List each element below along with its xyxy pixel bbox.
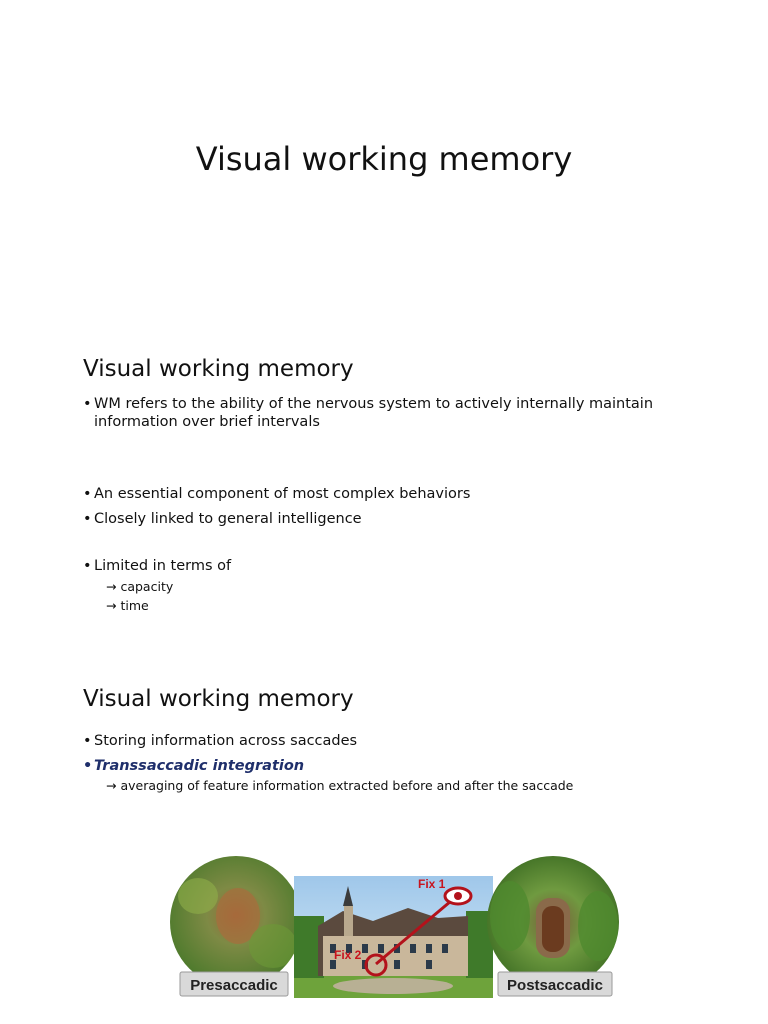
arrow-icon: → <box>106 778 117 793</box>
bullet-continuation: information over brief intervals <box>94 414 320 430</box>
arrow-icon: → <box>106 579 117 594</box>
slide3-subitem-1 <box>106 777 573 795</box>
bullet-marker: • <box>83 486 92 502</box>
subitem-text: capacity <box>120 579 174 594</box>
slide3-bullet-1 <box>83 732 683 750</box>
postsaccadic-label: Postsaccadic <box>507 977 603 994</box>
slide2-subitem-1 <box>106 578 173 596</box>
bullet-text: Transsaccadic integration <box>94 758 305 774</box>
fix1-label: Fix 1 <box>418 877 446 891</box>
saccade-figure <box>168 856 622 1002</box>
presaccadic-label-box <box>180 972 288 996</box>
slide2-bullet-3 <box>83 510 683 528</box>
bullet-text: An essential component of most complex behaviors <box>94 486 471 502</box>
arrow-icon: → <box>106 598 117 613</box>
slide1-title: Visual working memory <box>195 140 573 178</box>
castle-scene-image <box>294 876 493 998</box>
slide3-bullet-2 <box>83 757 683 775</box>
postsaccadic-label-box <box>498 972 612 996</box>
bullet-text: Limited in terms of <box>94 558 232 574</box>
bullet-marker: • <box>83 558 92 574</box>
slide2-subitem-2 <box>106 597 149 615</box>
slide3-heading: Visual working memory <box>83 686 354 712</box>
postsaccadic-image <box>487 856 619 988</box>
bullet-marker: • <box>83 511 92 527</box>
eye-icon <box>445 888 471 904</box>
bullet-marker: • <box>83 733 92 749</box>
subitem-text: time <box>120 598 149 613</box>
slide2-heading: Visual working memory <box>83 356 354 382</box>
bullet-marker: • <box>83 758 93 774</box>
bullet-text: WM refers to the ability of the nervous system to actively internally maintain <box>94 396 654 412</box>
subitem-text: averaging of feature information extracted before and after the saccade <box>120 778 574 793</box>
slide2-bullet-2 <box>83 485 683 503</box>
presaccadic-image <box>170 856 302 988</box>
bullet-text: Closely linked to general intelligence <box>94 511 362 527</box>
presaccadic-label: Presaccadic <box>190 977 278 994</box>
slide2-bullet-4 <box>83 557 683 575</box>
bullet-marker: • <box>83 396 92 412</box>
bullet-text: Storing information across saccades <box>94 733 358 749</box>
fix2-label: Fix 2 <box>334 948 362 962</box>
slide2-bullet-1 <box>83 395 683 431</box>
